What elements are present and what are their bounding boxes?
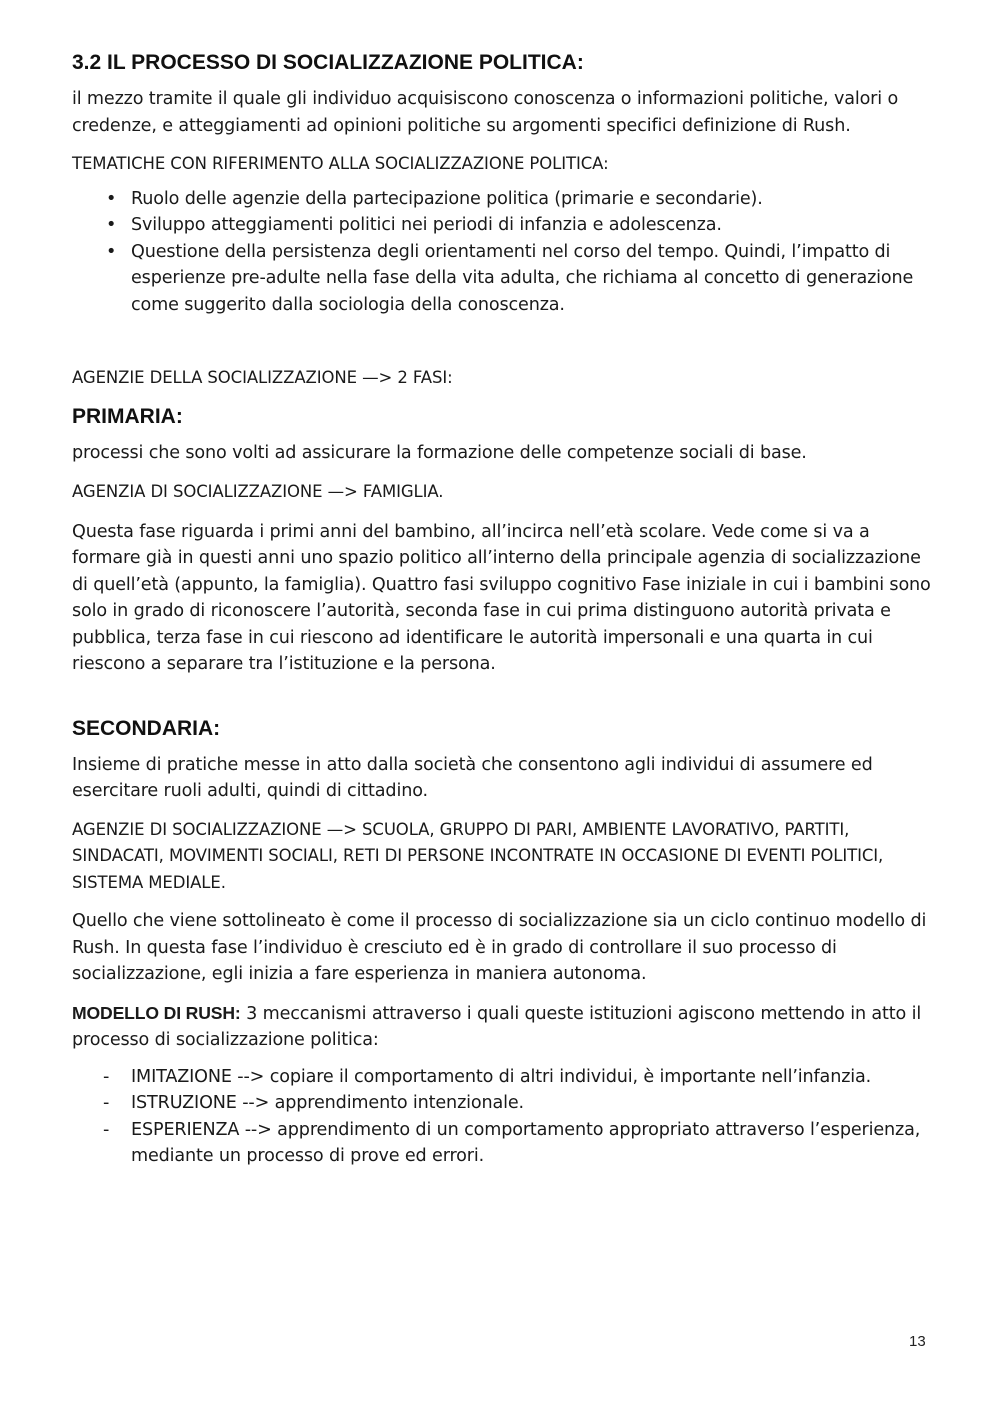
list-item [72, 1117, 932, 1170]
list-item [72, 186, 932, 213]
mechanisms-list [72, 1064, 932, 1170]
primaria-text: Questa fase riguarda i primi anni del bambino, all’incirca nell’età scolare. Vede come si va a formare già in questi anni uno spazio politico all’interno della principale agenzia di socializzazione di quell’età (appunto, la famiglia). Quattro fasi sviluppo cognitivo Fase iniziale in cui i bambini sono solo in grado di riconoscere l’autorità, seconda fase in cui prima distinguono autorità privata e pubblica, terza fase in cui riescono ad identificare le autorità impersonali e una quarta in cui riescono a separare tra l’istituzione e la persona. [72, 521, 931, 674]
secondaria-description: Insieme di pratiche messe in atto dalla società che consentono agli individui di assumere ed esercitare ruoli adulti, quindi di cittadino. [72, 754, 873, 801]
list-item-text: Sviluppo atteggiamenti politici nei periodi di infanzia e adolescenza. [131, 215, 722, 235]
bullet-icon: • [106, 215, 117, 235]
list-item [72, 239, 932, 319]
secondaria-heading: SECONDARIA: [72, 716, 221, 740]
list-item-text: ESPERIENZA --> apprendimento di un comportamento appropriato attraverso l’esperienza, mediante un processo di prove ed errori. [131, 1119, 921, 1166]
definition-paragraph: il mezzo tramite il quale gli individuo acquisiscono conoscenza o informazioni politiche, valori o credenze, e atteggiamenti ad opinioni politiche su argomenti specifici definizione di Rush. [72, 89, 899, 136]
list-item-text: ISTRUZIONE --> apprendimento intenzionale. [131, 1093, 524, 1113]
themes-list [72, 186, 932, 319]
section-heading: 3.2 IL PROCESSO DI SOCIALIZZAZIONE POLITICA: [72, 51, 584, 74]
dash-icon: - [103, 1093, 110, 1113]
primaria-agency: AGENZIA DI SOCIALIZZAZIONE —> FAMIGLIA. [72, 482, 444, 501]
list-item [72, 212, 932, 239]
themes-title: TEMATICHE CON RIFERIMENTO ALLA SOCIALIZZAZIONE POLITICA: [72, 154, 609, 173]
list-item-text: Ruolo delle agenzie della partecipazione politica (primarie e secondarie). [131, 188, 763, 209]
dash-icon: - [103, 1066, 110, 1087]
modello-text: 3 meccanismi attraverso i quali queste istituzioni agiscono mettendo in atto il processo di socializzazione politica: [72, 1003, 922, 1050]
secondaria-text: Quello che viene sottolineato è come il processo di socializzazione sia un ciclo continuo modello di Rush. In questa fase l’individuo è cresciuto ed è in grado di controllare il suo processo di socializzazione, egli inizia a fare esperienza in maniera autonoma. [72, 911, 927, 984]
list-item [72, 1090, 932, 1117]
primaria-heading: PRIMARIA: [72, 404, 183, 428]
agencies-line: AGENZIE DELLA SOCIALIZZAZIONE —> 2 FASI: [72, 368, 453, 387]
secondaria-agencies: AGENZIE DI SOCIALIZZAZIONE —> SCUOLA, GRUPPO DI PARI, AMBIENTE LAVORATIVO, PARTITI, SINDACATI, MOVIMENTI SOCIALI, RETI DI PERSONE INCONTRATE IN OCCASIONE DI EVENTI POLITICI, SISTEMA MEDIALE. [72, 819, 884, 892]
list-item [72, 1064, 932, 1091]
list-item-text: IMITAZIONE --> copiare il comportamento di altri individui, è importante nell’infanzia. [131, 1066, 872, 1087]
bullet-icon: • [106, 188, 117, 209]
dash-icon: - [103, 1119, 110, 1140]
modello-label: MODELLO DI RUSH: [72, 1002, 241, 1023]
primaria-description: processi che sono volti ad assicurare la formazione delle competenze sociali di base. [72, 442, 807, 463]
page-number: 13 [909, 1333, 926, 1350]
bullet-icon: • [106, 241, 117, 262]
list-item-text: Questione della persistenza degli orientamenti nel corso del tempo. Quindi, l’impatto di esperienze pre-adulte nella fase della vita adulta, che richiama al concetto di generazione come suggerito dalla sociologia della conoscenza. [131, 241, 914, 315]
page-content [72, 40, 932, 1170]
modello-paragraph [72, 1000, 932, 1054]
